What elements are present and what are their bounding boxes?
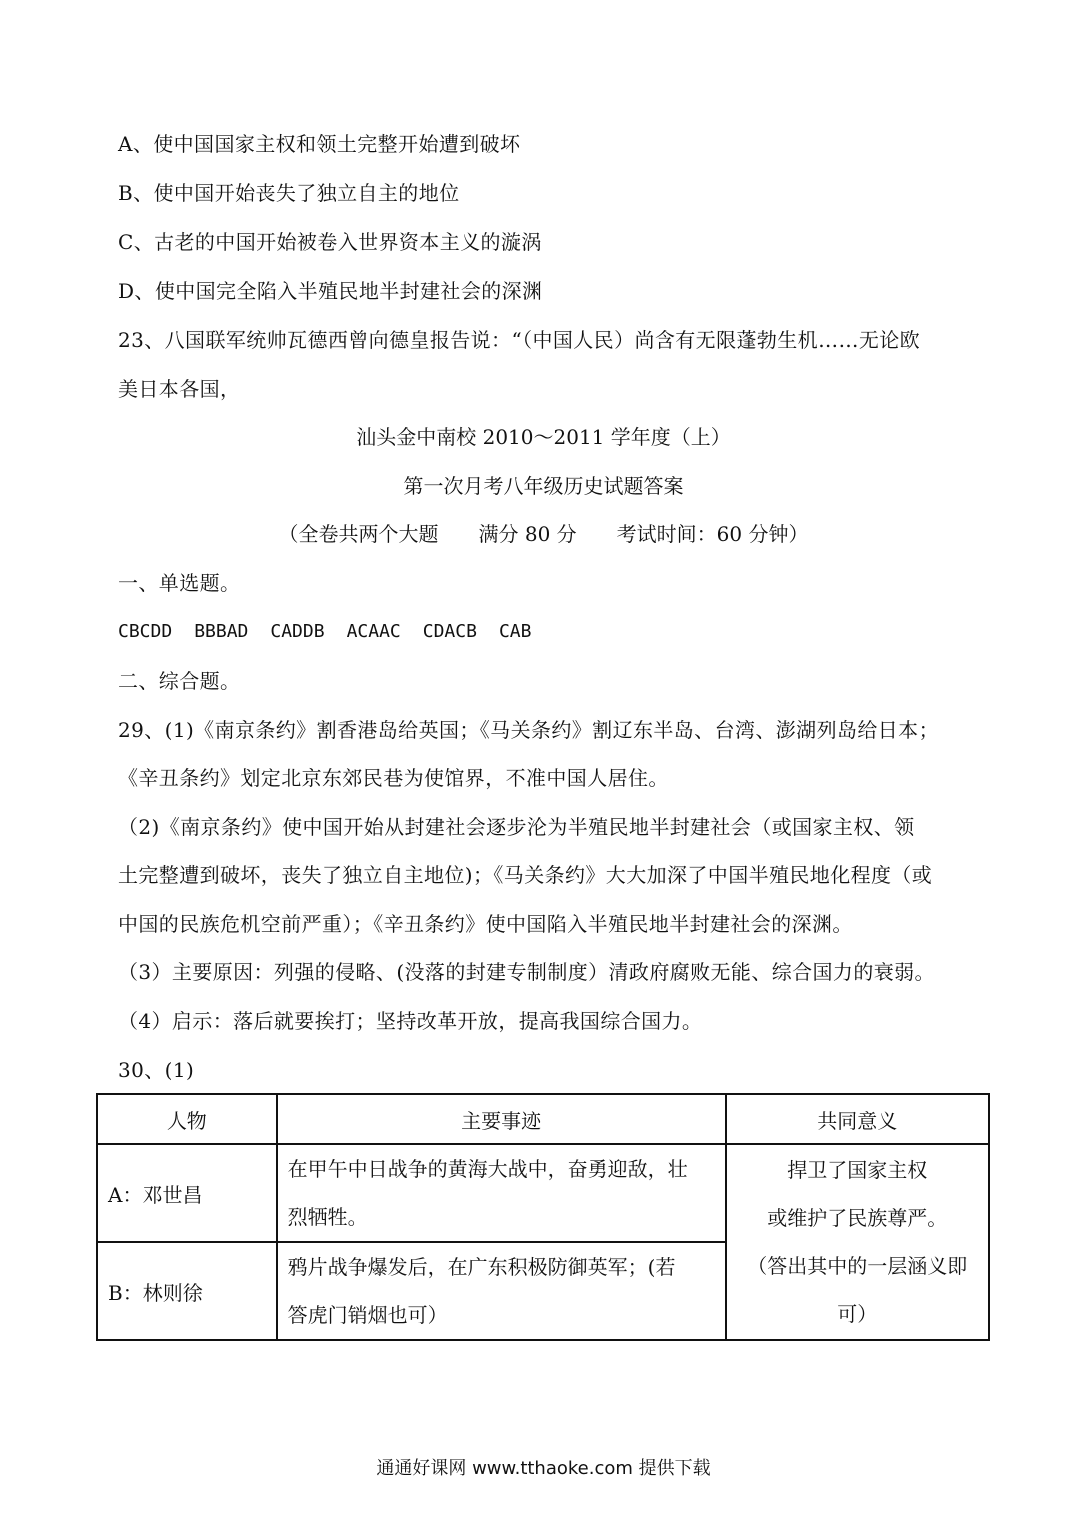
deed-cell (277, 1144, 726, 1242)
question-23-line2: 美日本各国， (118, 377, 241, 401)
option-b: B、使中国开始丧失了独立自主的地位 (118, 181, 460, 205)
deed-line: 鸦片战争爆发后，在广东积极防御英军；(若 (287, 1255, 676, 1279)
option-a: A、使中国国家主权和领土完整开始遭到破坏 (118, 132, 521, 156)
option-d: D、使中国完全陷入半殖民地半封建社会的深渊 (118, 279, 543, 303)
answer-table (96, 1093, 990, 1341)
answer-group: BBBAD (194, 621, 249, 642)
deed-line: 烈牺牲。 (287, 1205, 368, 1229)
column-header-significance: 共同意义 (726, 1094, 989, 1144)
column-header-deeds: 主要事迹 (277, 1094, 726, 1144)
table-header-row (97, 1094, 989, 1144)
question-23-line1: 23、八国联军统帅瓦德西曾向德皇报告说：“（中国人民）尚含有无限蓬勃生机……无论欧 (118, 328, 921, 352)
person-cell: A：邓世昌 (97, 1144, 277, 1242)
exam-info: （全卷共两个大题 满分 80 分 考试时间：60 分钟） (278, 522, 809, 546)
deed-line: 答虎门销烟也可） (287, 1303, 448, 1327)
answer-title: 汕头金中南校 2010～2011 学年度（上） (356, 425, 731, 449)
q29-part2-line3: 中国的民族危机空前严重）；《辛丑条约》使中国陷入半殖民地半封建社会的深渊。 (118, 912, 853, 936)
deed-cell (277, 1242, 726, 1340)
significance-line: 捍卫了国家主权 (787, 1158, 928, 1182)
table-row (97, 1144, 989, 1242)
significance-line: 或维护了民族尊严。 (767, 1206, 948, 1230)
section-1-heading: 一、单选题。 (118, 571, 241, 595)
q29-part2-line1: （2)《南京条约》使中国开始从封建社会逐步沦为半殖民地半封建社会（或国家主权、领 (118, 815, 915, 839)
q29-part4: （4）启示：落后就要挨打；坚持改革开放，提高我国综合国力。 (118, 1009, 703, 1033)
significance-line: 可） (837, 1302, 878, 1326)
option-c: C、古老的中国开始被卷入世界资本主义的漩涡 (118, 230, 542, 254)
significance-line: （答出其中的一层涵义即 (747, 1254, 968, 1278)
answer-group: ACAAC (346, 621, 401, 642)
person-cell: B：林则徐 (97, 1242, 277, 1340)
answer-group: CADDB (270, 621, 325, 642)
q30-label: 30、(1) (118, 1058, 195, 1082)
section-2-heading: 二、综合题。 (118, 669, 241, 693)
footer-credit: 通通好课网 www.tthaoke.com 提供下载 (376, 1458, 711, 1479)
q29-part3: （3）主要原因：列强的侵略、(没落的封建专制制度）清政府腐败无能、综合国力的衰弱。 (118, 960, 935, 984)
q29-part1-line1: 29、(1)《南京条约》割香港岛给英国；《马关条约》割辽东半岛、台湾、澎湖列岛给日本； (118, 718, 939, 742)
deed-line: 在甲午中日战争的黄海大战中，奋勇迎敌，壮 (287, 1157, 688, 1181)
q29-part1-line2: 《辛丑条约》划定北京东郊民巷为使馆界，不准中国人居住。 (118, 766, 669, 790)
significance-cell (726, 1144, 989, 1340)
column-header-person: 人物 (97, 1094, 277, 1144)
answer-subtitle: 第一次月考八年级历史试题答案 (403, 474, 684, 498)
multiple-choice-answers (118, 619, 553, 645)
answer-group: CAB (498, 621, 532, 642)
answer-group: CBCDD (118, 621, 173, 642)
answer-group: CDACB (422, 621, 477, 642)
q29-part2-line2: 土完整遭到破坏，丧失了独立自主地位)；《马关条约》大大加深了中国半殖民地化程度（或 (118, 863, 933, 887)
